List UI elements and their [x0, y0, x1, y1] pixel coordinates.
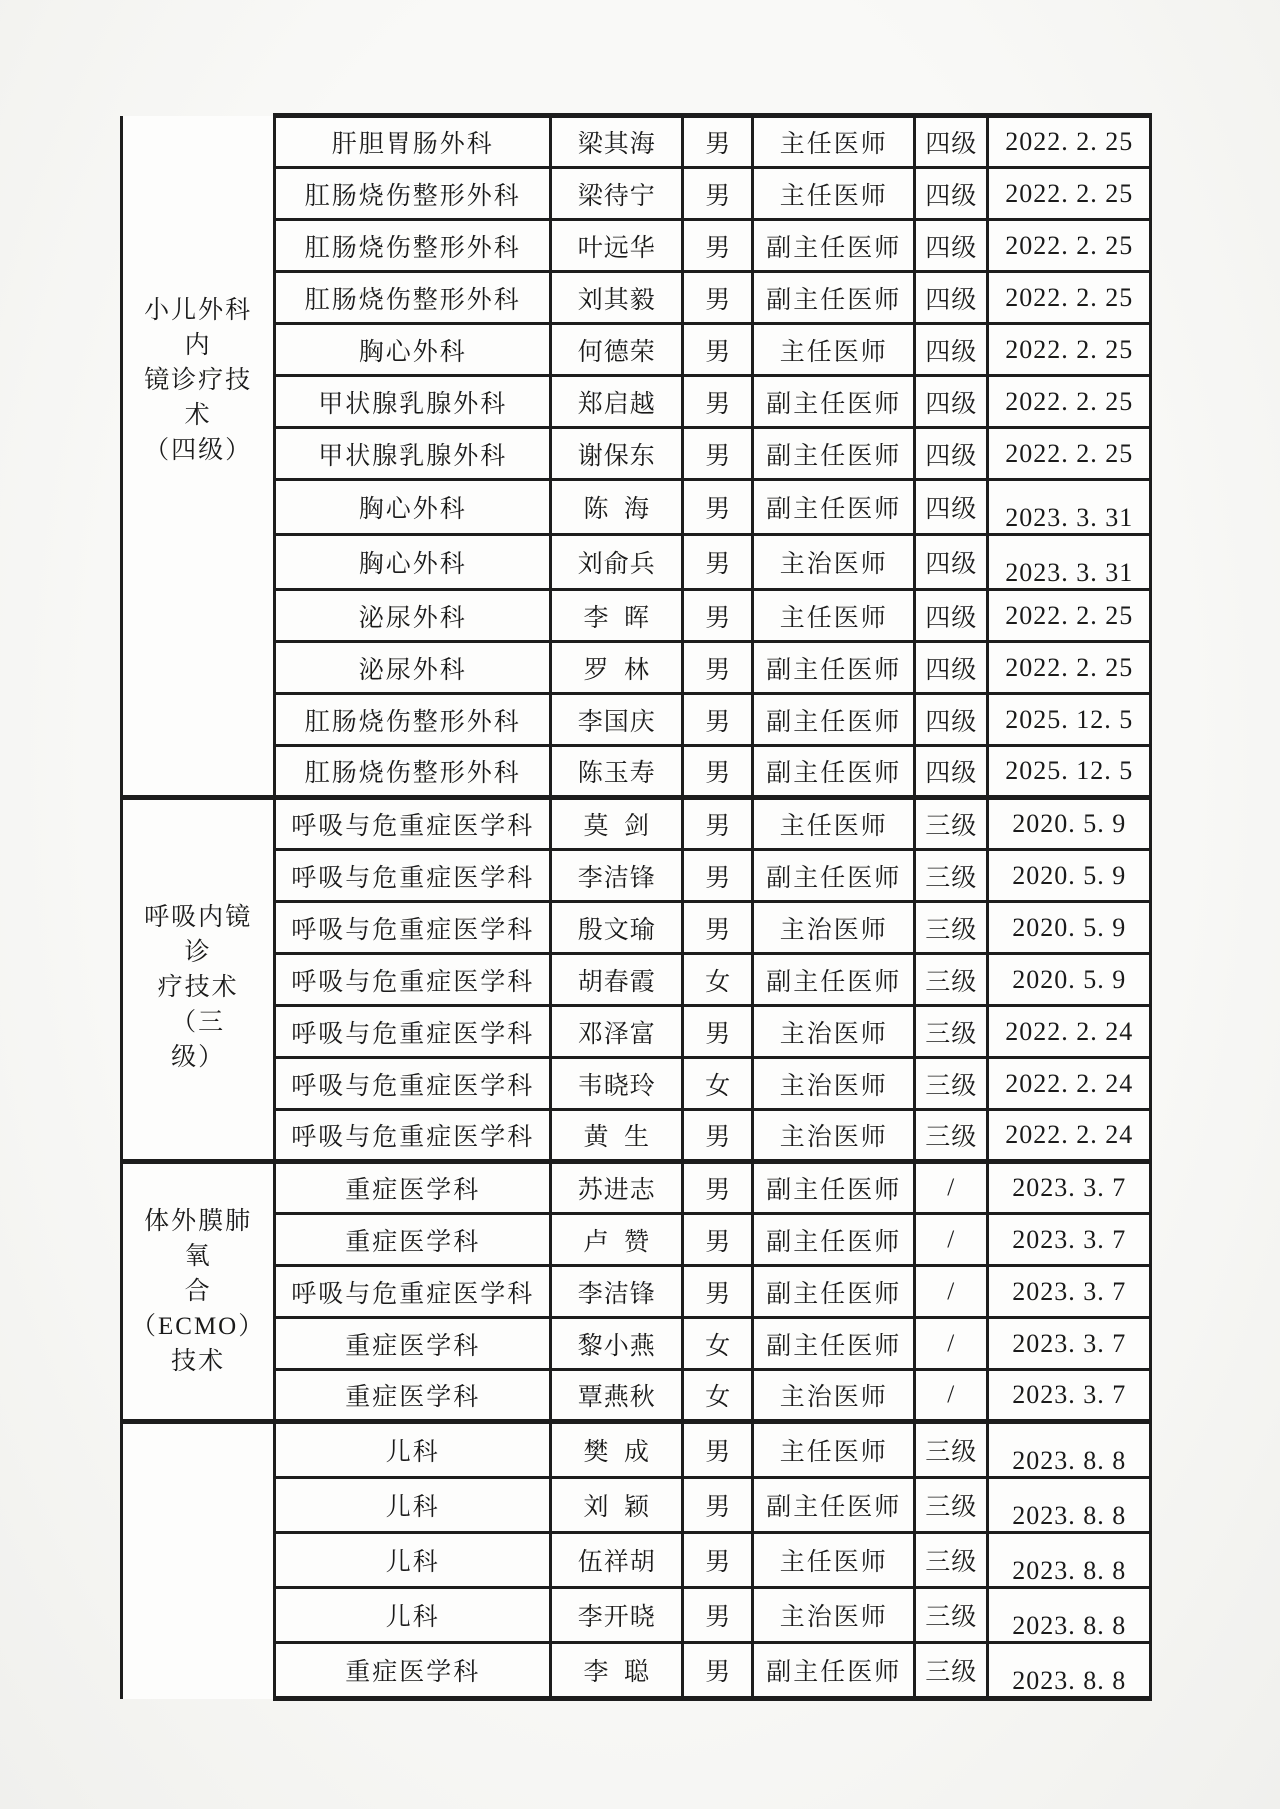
cell-department: 胸心外科 — [275, 535, 551, 590]
table-row — [122, 642, 1151, 694]
cell-date: 2020. 5. 9 — [988, 902, 1151, 954]
cell-title: 副主任医师 — [753, 1214, 915, 1266]
cell-name: 李国庆 — [551, 694, 683, 746]
table-row — [122, 1643, 1151, 1699]
cell-gender: 男 — [683, 590, 753, 642]
table-row — [122, 1058, 1151, 1110]
cell-date: 2022. 2. 25 — [988, 272, 1151, 324]
cell-date: 2023. 8. 8 — [988, 1643, 1151, 1699]
cell-name: 谢保东 — [551, 428, 683, 480]
cell-date: 2023. 3. 7 — [988, 1214, 1151, 1266]
table-row — [122, 480, 1151, 535]
table-row — [122, 954, 1151, 1006]
cell-gender: 女 — [683, 1318, 753, 1370]
cell-level: 四级 — [915, 428, 988, 480]
cell-date: 2023. 8. 8 — [988, 1478, 1151, 1533]
cell-title: 副主任医师 — [753, 850, 915, 902]
cell-title: 主治医师 — [753, 1006, 915, 1058]
cell-gender: 男 — [683, 220, 753, 272]
table-row — [122, 535, 1151, 590]
cell-title: 副主任医师 — [753, 480, 915, 535]
technology-group-label-text: 呼吸内镜诊 疗技术（三 级） — [144, 904, 253, 1071]
cell-date: 2023. 3. 7 — [988, 1162, 1151, 1214]
cell-title: 主治医师 — [753, 535, 915, 590]
cell-level: 四级 — [915, 535, 988, 590]
cell-title: 副主任医师 — [753, 694, 915, 746]
cell-gender: 男 — [683, 116, 753, 168]
cell-level: 四级 — [915, 590, 988, 642]
cell-date: 2022. 2. 25 — [988, 168, 1151, 220]
table-row — [122, 1006, 1151, 1058]
cell-date: 2023. 3. 31 — [988, 480, 1151, 535]
cell-gender: 男 — [683, 1110, 753, 1162]
cell-level: 四级 — [915, 168, 988, 220]
cell-level: 三级 — [915, 850, 988, 902]
cell-gender: 男 — [683, 428, 753, 480]
cell-title: 副主任医师 — [753, 1478, 915, 1533]
table-row — [122, 746, 1151, 798]
cell-date: 2022. 2. 25 — [988, 376, 1151, 428]
cell-name: 韦晓玲 — [551, 1058, 683, 1110]
cell-title: 副主任医师 — [753, 1162, 915, 1214]
table-row — [122, 850, 1151, 902]
cell-department: 甲状腺乳腺外科 — [275, 428, 551, 480]
cell-date: 2022. 2. 25 — [988, 324, 1151, 376]
cell-name: 胡春霞 — [551, 954, 683, 1006]
table-body — [122, 116, 1151, 1699]
cell-level: 三级 — [915, 1058, 988, 1110]
cell-name: 叶远华 — [551, 220, 683, 272]
cell-department: 儿科 — [275, 1478, 551, 1533]
cell-gender: 男 — [683, 1588, 753, 1643]
cell-gender: 男 — [683, 746, 753, 798]
cell-department: 呼吸与危重症医学科 — [275, 1058, 551, 1110]
cell-date: 2022. 2. 24 — [988, 1110, 1151, 1162]
cell-name: 殷文瑜 — [551, 902, 683, 954]
cell-level: / — [915, 1214, 988, 1266]
cell-name: 黄 生 — [551, 1110, 683, 1162]
cell-gender: 男 — [683, 1422, 753, 1478]
cell-gender: 男 — [683, 1643, 753, 1699]
table-row — [122, 1162, 1151, 1214]
cell-department: 甲状腺乳腺外科 — [275, 376, 551, 428]
table-row — [122, 1266, 1151, 1318]
cell-name: 覃燕秋 — [551, 1370, 683, 1422]
cell-gender: 男 — [683, 480, 753, 535]
cell-department: 儿科 — [275, 1533, 551, 1588]
cell-title: 副主任医师 — [753, 1266, 915, 1318]
table-row — [122, 1214, 1151, 1266]
cell-level: 三级 — [915, 902, 988, 954]
table-row — [122, 1533, 1151, 1588]
cell-gender: 女 — [683, 1058, 753, 1110]
table-row — [122, 902, 1151, 954]
cell-title: 副主任医师 — [753, 376, 915, 428]
cell-department: 呼吸与危重症医学科 — [275, 798, 551, 850]
cell-name: 李开晓 — [551, 1588, 683, 1643]
cell-gender: 男 — [683, 850, 753, 902]
cell-date: 2023. 3. 7 — [988, 1318, 1151, 1370]
cell-title: 副主任医师 — [753, 642, 915, 694]
cell-department: 儿科 — [275, 1422, 551, 1478]
table-row — [122, 1318, 1151, 1370]
cell-level: 四级 — [915, 746, 988, 798]
cell-date: 2022. 2. 25 — [988, 642, 1151, 694]
cell-level: 四级 — [915, 220, 988, 272]
cell-department: 肛肠烧伤整形外科 — [275, 272, 551, 324]
table-row — [122, 272, 1151, 324]
cell-technology-group-label — [122, 798, 275, 1162]
cell-department: 呼吸与危重症医学科 — [275, 850, 551, 902]
technology-group-label-text: 小儿外科内 镜诊疗技术 （四级） — [144, 296, 253, 464]
cell-department: 胸心外科 — [275, 480, 551, 535]
cell-gender: 男 — [683, 1162, 753, 1214]
table-row — [122, 168, 1151, 220]
cell-name: 李 晖 — [551, 590, 683, 642]
cell-level: 三级 — [915, 1478, 988, 1533]
cell-title: 副主任医师 — [753, 428, 915, 480]
cell-department: 泌尿外科 — [275, 590, 551, 642]
cell-level: 四级 — [915, 480, 988, 535]
cell-level: 三级 — [915, 1422, 988, 1478]
cell-title: 主任医师 — [753, 168, 915, 220]
table-row — [122, 376, 1151, 428]
cell-department: 儿科 — [275, 1588, 551, 1643]
cell-date: 2022. 2. 24 — [988, 1058, 1151, 1110]
cell-date: 2022. 2. 25 — [988, 220, 1151, 272]
cell-department: 重症医学科 — [275, 1214, 551, 1266]
cell-gender: 男 — [683, 798, 753, 850]
table-row — [122, 1370, 1151, 1422]
cell-department: 重症医学科 — [275, 1643, 551, 1699]
cell-gender: 男 — [683, 272, 753, 324]
cell-title: 主治医师 — [753, 1058, 915, 1110]
cell-date: 2022. 2. 25 — [988, 428, 1151, 480]
cell-level: / — [915, 1266, 988, 1318]
cell-department: 重症医学科 — [275, 1318, 551, 1370]
cell-name: 梁待宁 — [551, 168, 683, 220]
cell-date: 2023. 3. 7 — [988, 1370, 1151, 1422]
cell-title: 主任医师 — [753, 324, 915, 376]
cell-department: 呼吸与危重症医学科 — [275, 954, 551, 1006]
cell-title: 副主任医师 — [753, 272, 915, 324]
cell-name: 伍祥胡 — [551, 1533, 683, 1588]
cell-gender: 男 — [683, 1266, 753, 1318]
cell-date: 2020. 5. 9 — [988, 954, 1151, 1006]
cell-title: 主任医师 — [753, 1422, 915, 1478]
cell-level: 四级 — [915, 324, 988, 376]
cell-name: 卢 赞 — [551, 1214, 683, 1266]
table-row — [122, 1478, 1151, 1533]
cell-gender: 男 — [683, 1478, 753, 1533]
cell-date: 2023. 3. 31 — [988, 535, 1151, 590]
cell-name: 李 聪 — [551, 1643, 683, 1699]
cell-level: 三级 — [915, 1006, 988, 1058]
table-row — [122, 694, 1151, 746]
cell-name: 黎小燕 — [551, 1318, 683, 1370]
cell-name: 梁其海 — [551, 116, 683, 168]
cell-level: / — [915, 1162, 988, 1214]
cell-level: 三级 — [915, 1588, 988, 1643]
cell-department: 重症医学科 — [275, 1370, 551, 1422]
cell-gender: 男 — [683, 1006, 753, 1058]
cell-gender: 男 — [683, 324, 753, 376]
table-row — [122, 1588, 1151, 1643]
cell-title: 副主任医师 — [753, 1643, 915, 1699]
cell-date: 2025. 12. 5 — [988, 746, 1151, 798]
cell-gender: 男 — [683, 694, 753, 746]
cell-date: 2022. 2. 24 — [988, 1006, 1151, 1058]
cell-level: 四级 — [915, 272, 988, 324]
cell-title: 副主任医师 — [753, 954, 915, 1006]
cell-department: 呼吸与危重症医学科 — [275, 902, 551, 954]
cell-name: 刘俞兵 — [551, 535, 683, 590]
table-row — [122, 1110, 1151, 1162]
cell-department: 肛肠烧伤整形外科 — [275, 168, 551, 220]
cell-level: 四级 — [915, 694, 988, 746]
cell-gender: 男 — [683, 168, 753, 220]
cell-title: 主任医师 — [753, 1533, 915, 1588]
cell-name: 樊 成 — [551, 1422, 683, 1478]
cell-name: 李洁锋 — [551, 1266, 683, 1318]
cell-title: 主治医师 — [753, 1588, 915, 1643]
cell-name: 何德荣 — [551, 324, 683, 376]
cell-department: 肛肠烧伤整形外科 — [275, 694, 551, 746]
cell-level: 四级 — [915, 642, 988, 694]
cell-date: 2023. 3. 7 — [988, 1266, 1151, 1318]
cell-name: 罗 林 — [551, 642, 683, 694]
cell-gender: 男 — [683, 376, 753, 428]
table-row — [122, 798, 1151, 850]
cell-department: 肛肠烧伤整形外科 — [275, 746, 551, 798]
cell-gender: 女 — [683, 954, 753, 1006]
cell-gender: 男 — [683, 1214, 753, 1266]
table-row — [122, 116, 1151, 168]
cell-level: 三级 — [915, 954, 988, 1006]
cell-title: 主治医师 — [753, 1370, 915, 1422]
cell-name: 刘 颖 — [551, 1478, 683, 1533]
cell-date: 2023. 8. 8 — [988, 1533, 1151, 1588]
cell-name: 刘其毅 — [551, 272, 683, 324]
cell-title: 副主任医师 — [753, 1318, 915, 1370]
cell-department: 呼吸与危重症医学科 — [275, 1006, 551, 1058]
cell-title: 主治医师 — [753, 1110, 915, 1162]
technology-group-label-text: 体外膜肺氧 合（ECMO） 技术 — [131, 1208, 266, 1375]
cell-department: 重症医学科 — [275, 1162, 551, 1214]
cell-title: 主治医师 — [753, 902, 915, 954]
cell-department: 肛肠烧伤整形外科 — [275, 220, 551, 272]
cell-name: 苏进志 — [551, 1162, 683, 1214]
table-row — [122, 220, 1151, 272]
cell-department: 胸心外科 — [275, 324, 551, 376]
cell-level: 三级 — [915, 1533, 988, 1588]
cell-name: 郑启越 — [551, 376, 683, 428]
cell-gender: 女 — [683, 1370, 753, 1422]
cell-level: 三级 — [915, 798, 988, 850]
cell-level: / — [915, 1370, 988, 1422]
cell-title: 主任医师 — [753, 590, 915, 642]
table-row — [122, 1422, 1151, 1478]
cell-date: 2022. 2. 25 — [988, 590, 1151, 642]
cell-title: 主任医师 — [753, 116, 915, 168]
cell-date: 2020. 5. 9 — [988, 798, 1151, 850]
cell-technology-group-label — [122, 1162, 275, 1422]
cell-level: 四级 — [915, 376, 988, 428]
cell-gender: 男 — [683, 642, 753, 694]
cell-department: 呼吸与危重症医学科 — [275, 1266, 551, 1318]
cell-technology-group-label — [122, 1422, 275, 1699]
cell-name: 陈 海 — [551, 480, 683, 535]
cell-level: 三级 — [915, 1110, 988, 1162]
cell-name: 莫 剑 — [551, 798, 683, 850]
cell-level: 三级 — [915, 1643, 988, 1699]
cell-technology-group-label — [122, 116, 275, 798]
table-row — [122, 324, 1151, 376]
cell-name: 陈玉寿 — [551, 746, 683, 798]
cell-level: / — [915, 1318, 988, 1370]
cell-gender: 男 — [683, 902, 753, 954]
cell-department: 泌尿外科 — [275, 642, 551, 694]
cell-title: 副主任医师 — [753, 220, 915, 272]
medical-technology-authorization-table — [120, 113, 1152, 1701]
cell-title: 副主任医师 — [753, 746, 915, 798]
cell-gender: 男 — [683, 535, 753, 590]
cell-gender: 男 — [683, 1533, 753, 1588]
cell-name: 李洁锋 — [551, 850, 683, 902]
cell-department: 肝胆胃肠外科 — [275, 116, 551, 168]
cell-level: 四级 — [915, 116, 988, 168]
table-row — [122, 428, 1151, 480]
cell-name: 邓泽富 — [551, 1006, 683, 1058]
cell-date: 2025. 12. 5 — [988, 694, 1151, 746]
cell-date: 2022. 2. 25 — [988, 116, 1151, 168]
table-row — [122, 590, 1151, 642]
cell-title: 主任医师 — [753, 798, 915, 850]
cell-date: 2023. 8. 8 — [988, 1588, 1151, 1643]
cell-date: 2023. 8. 8 — [988, 1422, 1151, 1478]
cell-date: 2020. 5. 9 — [988, 850, 1151, 902]
cell-department: 呼吸与危重症医学科 — [275, 1110, 551, 1162]
